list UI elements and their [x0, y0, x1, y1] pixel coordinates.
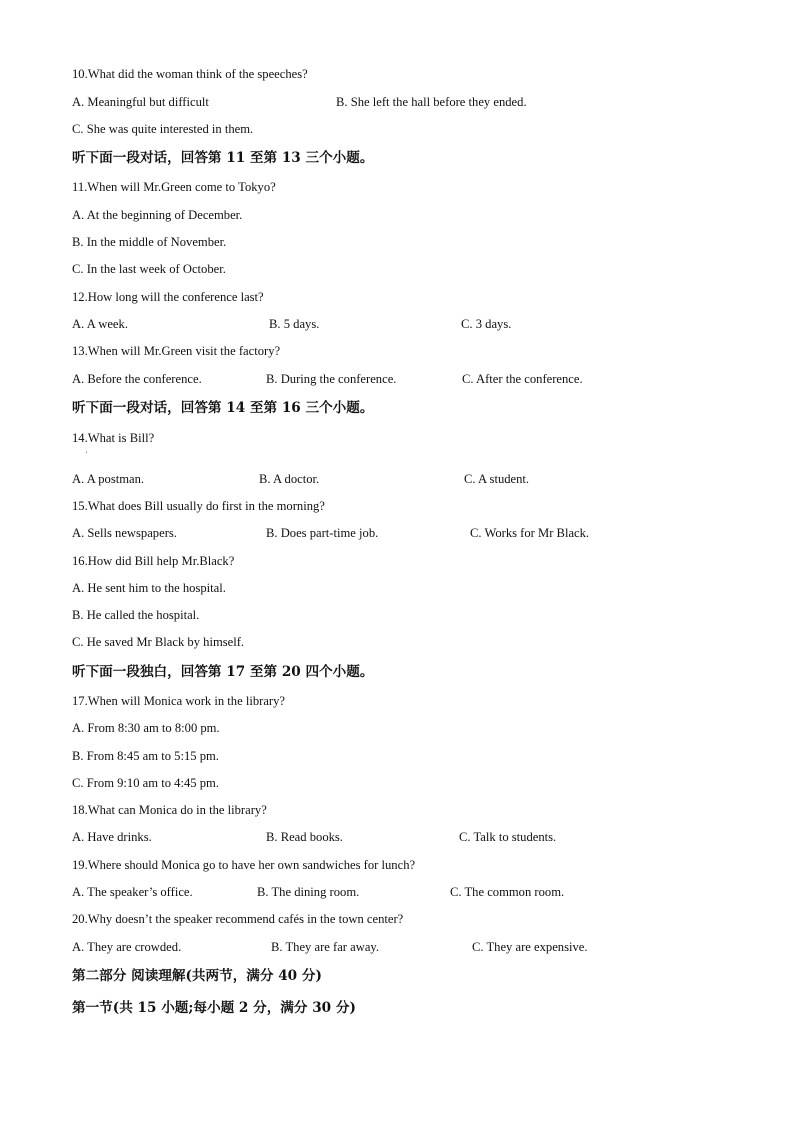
q13-option-c: C. After the conference. [462, 372, 583, 386]
q11-option-a: A. At the beginning of December. [72, 208, 243, 222]
q12-option-c: C. 3 days. [461, 317, 512, 331]
q15-stem: 15.What does Bill usually do first in the morning? [72, 499, 325, 513]
q14-option-a: A. A postman. [72, 472, 145, 486]
q18-option-c: C. Talk to students. [459, 830, 557, 844]
q15-option-b: B. Does part-time job. [266, 526, 379, 540]
q19-option-a: A. The speaker’s office. [72, 885, 193, 899]
section-heading-11-13: 听下面一段对话，回答第 11 至第 13 三个小题。 [72, 150, 374, 166]
section-heading-14-16: 听下面一段对话，回答第 14 至第 16 三个小题。 [72, 400, 374, 416]
q20-option-b: B. They are far away. [271, 940, 380, 954]
q17-stem: 17.When will Monica work in the library? [72, 694, 285, 708]
section-one-heading: 第一节(共 15 小题;每小题 2 分，满分 30 分) [72, 1000, 356, 1016]
q14-option-c: C. A student. [464, 472, 530, 486]
q12-stem: 12.How long will the conference last? [72, 290, 264, 304]
q16-option-c: C. He saved Mr Black by himself. [72, 635, 245, 649]
q15-option-c: C. Works for Mr Black. [470, 526, 590, 540]
q11-option-b: B. In the middle of November. [72, 235, 227, 249]
section-heading-17-20: 听下面一段独白，回答第 17 至第 20 四个小题。 [72, 664, 374, 680]
q10-option-a: A. Meaningful but difficult [72, 95, 209, 109]
q11-option-c: C. In the last week of October. [72, 262, 226, 276]
q19-stem: 19.Where should Monica go to have her own sandwiches for lunch? [72, 858, 416, 872]
q12-option-a: A. A week. [72, 317, 128, 331]
q14-stem: 14.What is Bill? [72, 431, 155, 445]
part-two-heading: 第二部分 阅读理解(共两节，满分 40 分) [72, 968, 322, 984]
q16-option-a: A. He sent him to the hospital. [72, 581, 226, 595]
q20-option-a: A. They are crowded. [72, 940, 182, 954]
q19-option-c: C. The common room. [450, 885, 565, 899]
q17-option-b: B. From 8:45 am to 5:15 pm. [72, 749, 219, 763]
q17-option-a: A. From 8:30 am to 8:00 pm. [72, 721, 220, 735]
q14-option-b: B. A doctor. [259, 472, 320, 486]
q12-option-b: B. 5 days. [269, 317, 320, 331]
q19-option-b: B. The dining room. [257, 885, 360, 899]
q18-option-b: B. Read books. [266, 830, 343, 844]
q13-stem: 13.When will Mr.Green visit the factory? [72, 344, 281, 358]
q16-stem: 16.How did Bill help Mr.Black? [72, 554, 235, 568]
q13-option-a: A. Before the conference. [72, 372, 202, 386]
q16-option-b: B. He called the hospital. [72, 608, 200, 622]
q10-stem: 10.What did the woman think of the speeches? [72, 67, 308, 81]
q13-option-b: B. During the conference. [266, 372, 397, 386]
q10-option-c: C. She was quite interested in them. [72, 122, 254, 136]
q17-option-c: C. From 9:10 am to 4:45 pm. [72, 776, 219, 790]
q20-option-c: C. They are expensive. [472, 940, 588, 954]
q10-option-b: B. She left the hall before they ended. [336, 95, 527, 109]
stray-dot: ' [86, 450, 88, 459]
q18-stem: 18.What can Monica do in the library? [72, 803, 267, 817]
q11-stem: 11.When will Mr.Green come to Tokyo? [72, 180, 276, 194]
q18-option-a: A. Have drinks. [72, 830, 152, 844]
q20-stem: 20.Why doesn’t the speaker recommend cafés in the town center? [72, 912, 404, 926]
q15-option-a: A. Sells newspapers. [72, 526, 177, 540]
